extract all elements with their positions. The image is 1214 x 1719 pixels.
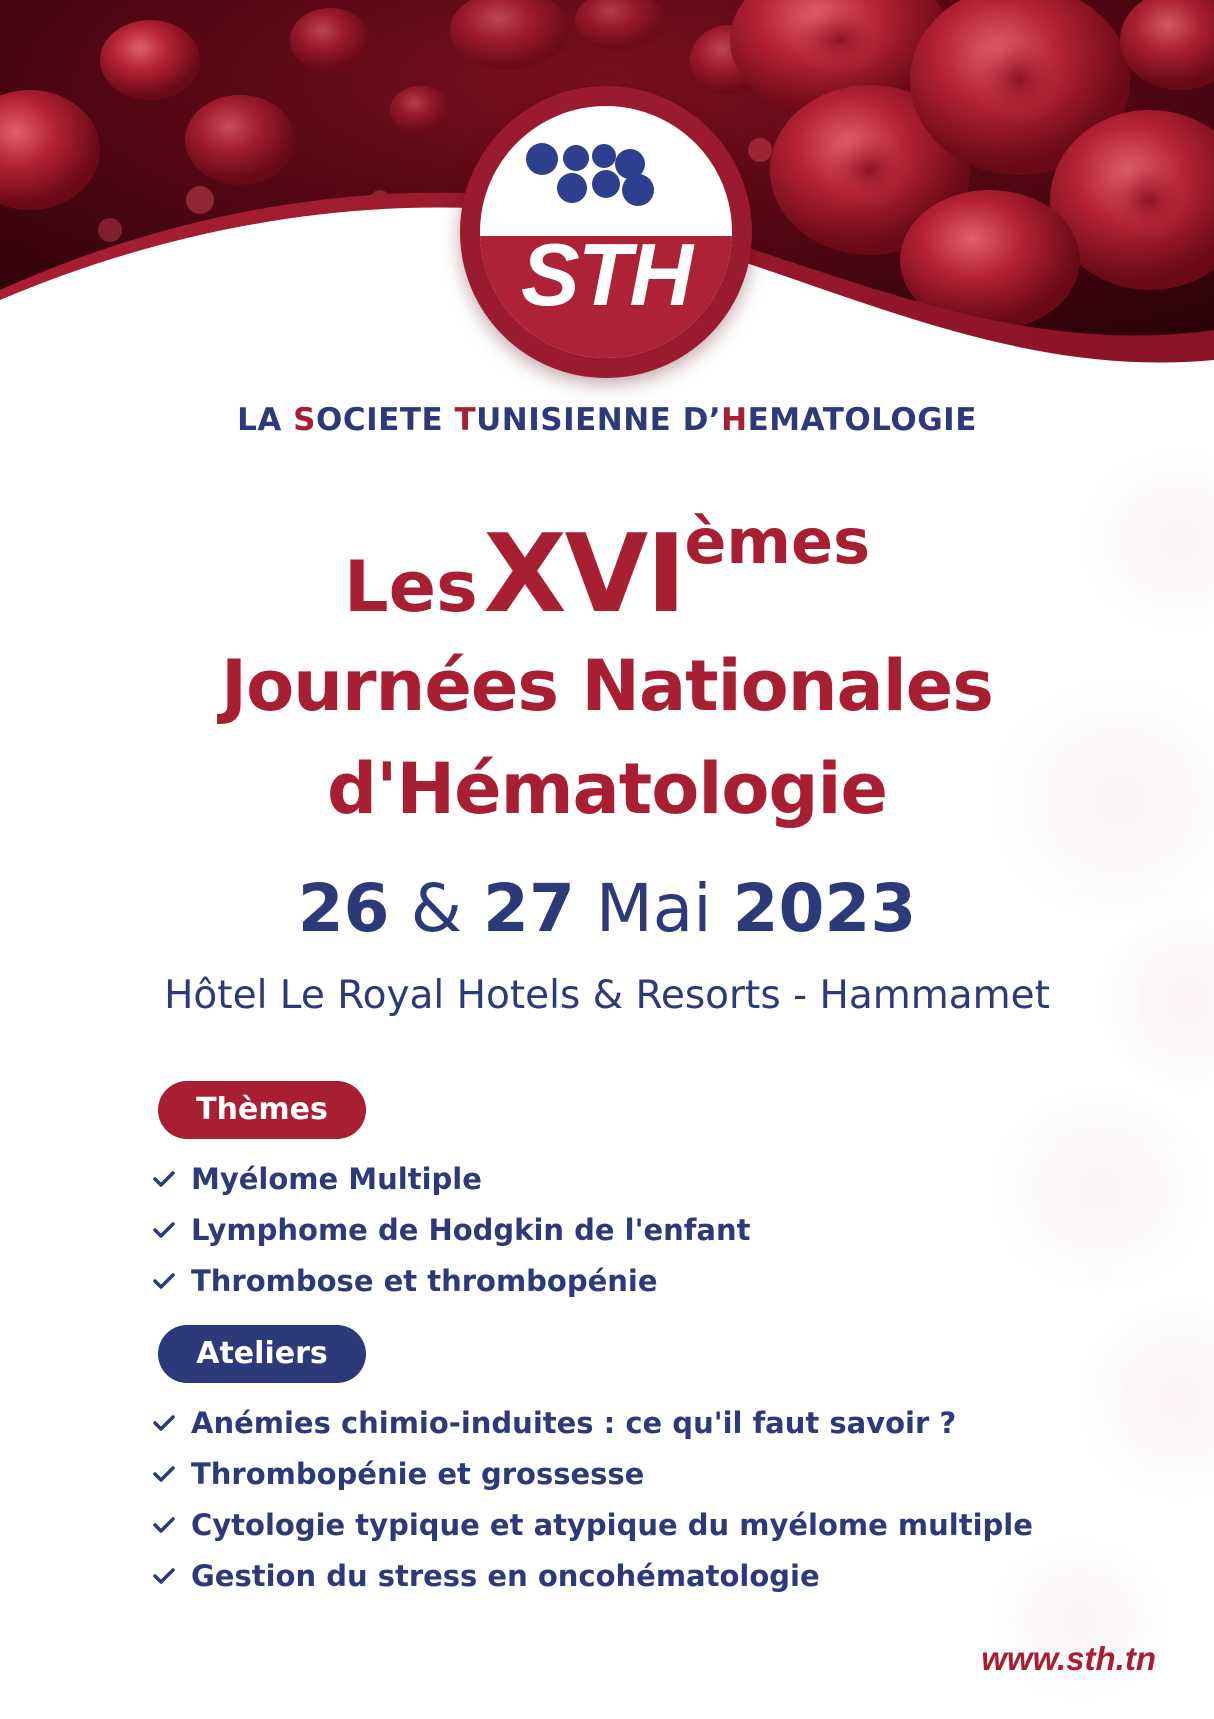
event-title-edition — [0, 505, 1214, 637]
list-item: Cytologie typique et atypique du myélome multiple — [153, 1499, 1033, 1550]
title-superscript: èmes — [684, 505, 870, 578]
logo-text: STH — [521, 225, 691, 324]
check-icon — [153, 1221, 175, 1239]
themes-label: Thèmes — [158, 1081, 366, 1139]
event-date: 26 & 27 Mai 2023 — [297, 870, 917, 947]
list-item: Thrombopénie et grossesse — [153, 1448, 1033, 1499]
ateliers-list — [153, 1397, 1033, 1601]
logo-badge — [480, 106, 732, 358]
list-item: Myélome Multiple — [153, 1153, 751, 1204]
check-icon — [153, 1516, 175, 1534]
ateliers-label: Ateliers — [158, 1325, 366, 1383]
title-numeral: XVI — [483, 512, 685, 637]
list-item: Anémies chimio-induites : ce qu'il faut savoir ? — [153, 1397, 1033, 1448]
event-title-line3: d'Hématologie — [327, 748, 887, 830]
list-item: Lymphome de Hodgkin de l'enfant — [153, 1204, 751, 1255]
sth-logo — [460, 86, 752, 378]
check-icon — [153, 1170, 175, 1188]
event-venue: Hôtel Le Royal Hotels & Resorts - Hammamet — [164, 973, 1050, 1018]
title-les: Les — [344, 546, 478, 628]
website-link[interactable]: www.sth.tn — [981, 1640, 1156, 1677]
organization-name: LA SOCIETE TUNISIENNE D’HEMATOLOGIE — [237, 402, 977, 438]
check-icon — [153, 1465, 175, 1483]
list-item: Thrombose et thrombopénie — [153, 1255, 751, 1306]
check-icon — [153, 1414, 175, 1432]
list-item: Gestion du stress en oncohématologie — [153, 1550, 1033, 1601]
themes-list — [153, 1153, 751, 1306]
check-icon — [153, 1567, 175, 1585]
event-title-line2: Journées Nationales — [221, 645, 993, 727]
check-icon — [153, 1272, 175, 1290]
